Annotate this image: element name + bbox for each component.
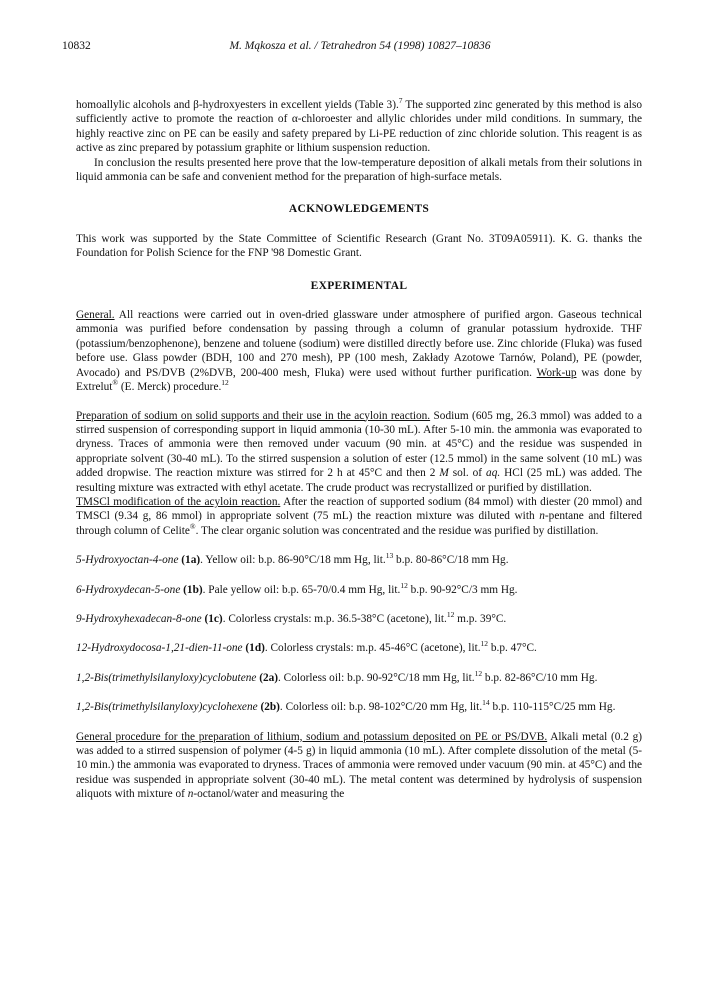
molar-unit: M: [439, 467, 449, 480]
procedure-text: After the reaction of supported sodium (84 mmol) with diester (20 mmol) and TMSCl (9.34 g, 86 mmol) in appropriate solvent (75 mL) the reaction mixture was diluted with: [76, 495, 642, 523]
article-body: [76, 98, 642, 802]
compound-code: (2b): [260, 701, 280, 714]
intro-paragraph-1: [76, 98, 642, 156]
compound-entry: [76, 612, 642, 626]
intro-paragraph-2: In conclusion the results presented here prove that the low-temperature deposition of alkali metals from their solutions in liquid ammonia can be safe and convenient method for the preparation of high-surface metals.: [76, 156, 642, 184]
reference-mark: 14: [482, 698, 490, 708]
running-title: M. Mąkosza et al. / Tetrahedron 54 (1998) 10827–10836: [229, 40, 491, 52]
compound-entry: [76, 580, 642, 597]
acknowledgements-text: This work was supported by the State Committee of Scientific Research (Grant No. 3T09A05911). K. G. thanks the Foundation for Polish Science for the FNP '98 Domestic Grant.: [76, 232, 642, 260]
general-paragraph: [76, 308, 642, 394]
compound-name: 9-Hydroxyhexadecan-8-one: [76, 612, 202, 625]
general-procedure-paragraph: [76, 730, 642, 802]
compound-entry: [76, 700, 642, 714]
compound-data: b.p. 90-92°C/3 mm Hg.: [407, 583, 518, 596]
general-text: All reactions were carried out in oven-dried glassware under atmosphere of purified argon. Gaseous technical ammonia was purified before condensation by passing through a column of granular potassium hydroxide. THF (potassium/benzophenone), benzene and toluene (sodium) were distilled directly before use. Zinc chloride (Fluka) was fused before use. Glass powder (BDH, 100 and 270 mesh), PP (100 mesh, Zakłady Azotowe Tarnów, Poland), PE (powder, Avocado) and PS/DVB (2%DVB, 200-400 mesh, Fluka) were used without further purification.: [76, 309, 642, 379]
reference-mark: 12: [480, 639, 489, 649]
compound-entry: [76, 641, 642, 655]
compound-data: . Colorless crystals: m.p. 36.5-38°C (acetone), lit.: [222, 612, 447, 625]
sodium-preparation-label: Preparation of sodium on solid supports and their use in the acyloin reaction.: [76, 409, 431, 422]
reference-mark: 12: [474, 669, 483, 679]
reference-mark: 12: [400, 580, 408, 590]
procedure-text: sol. of: [448, 467, 487, 480]
general-procedure-label: General procedure for the preparation of lithium, sodium and potassium deposited on PE or PS/DVB.: [76, 730, 548, 743]
compound-data: . Colorless crystals: m.p. 45-46°C (acetone), lit.: [264, 642, 481, 655]
compound-data: b.p. 47°C.: [488, 642, 537, 655]
reference-mark: 12: [221, 378, 229, 388]
compound-data: . Yellow oil: b.p. 86-90°C/18 mm Hg, lit.: [200, 554, 386, 567]
general-label: General.: [76, 309, 115, 322]
normal-prefix: n: [539, 510, 545, 523]
workup-label: Work-up: [536, 366, 577, 379]
compound-name: 6-Hydroxydecan-5-one: [76, 583, 181, 596]
sodium-preparation-paragraph: [76, 409, 642, 495]
procedure-text: HCl (25 mL) was added. The resulting mixture was extracted with ethyl acetate. The crude product was recrystallized or purified by distillation.: [76, 467, 642, 494]
compound-data: b.p. 80-86°C/18 mm Hg.: [393, 554, 509, 567]
intro-text: homoallylic alcohols and β-hydroxyesters in excellent yields (Table 3).: [76, 99, 399, 111]
compound-code: (1c): [204, 612, 223, 625]
experimental-heading: EXPERIMENTAL: [310, 279, 408, 292]
registered-mark: ®: [112, 378, 119, 388]
compound-name: 5-Hydroxyoctan-4-one: [76, 554, 179, 567]
compound-list: [76, 553, 642, 714]
procedure-text: -pentane and filtered through column of Celite: [76, 510, 642, 537]
reference-mark: 13: [385, 551, 394, 561]
intro-text: The supported zinc generated by this method is also sufficiently active to promote the reaction of α-chloroester and allylic chlorides under mild conditions. In summary, the highly reactive zinc on PE can be easily and safety prepared by Li-PE reduction of zinc chloride solution. This reagent is as active as zinc prepared by potassium graphite or lithium suspension reduction.: [76, 99, 642, 155]
compound-name: 1,2-Bis(trimethylsilanyloxy)cyclohexene: [76, 701, 258, 714]
reference-mark: 12: [446, 610, 455, 620]
registered-mark: ®: [189, 521, 196, 531]
page-header: [62, 40, 658, 56]
normal-prefix: n: [187, 788, 194, 801]
compound-entry: [76, 553, 642, 567]
general-text: was done by Extrelut: [76, 366, 642, 394]
compound-data: . Colorless oil: b.p. 98-102°C/20 mm Hg, lit.: [279, 701, 483, 714]
tmscl-paragraph: [76, 495, 642, 538]
compound-code: (2a): [259, 671, 279, 684]
procedure-text: -octanol/water and measuring the: [193, 788, 345, 801]
general-text: (E. Merck) procedure.: [118, 381, 222, 394]
compound-data: m.p. 39°C.: [454, 612, 507, 625]
compound-data: b.p. 82-86°C/10 mm Hg.: [482, 671, 598, 684]
compound-entry: [76, 671, 642, 685]
procedure-text: . The clear organic solution was concentrated and the residue was purified by distillation.: [195, 524, 599, 537]
compound-code: (1d): [245, 642, 265, 655]
reference-mark: 7: [398, 96, 403, 106]
compound-data: b.p. 110-115°C/25 mm Hg.: [489, 701, 616, 714]
compound-code: (1a): [181, 554, 201, 567]
acknowledgements-heading: ACKNOWLEDGEMENTS: [288, 203, 430, 216]
compound-code: (1b): [183, 583, 203, 596]
compound-data: . Pale yellow oil: b.p. 65-70/0.4 mm Hg, lit.: [202, 583, 401, 596]
procedure-text: Alkali metal (0.2 g) was added to a stirred suspension of polymer (4-5 g) in liquid ammonia (10 mL). After complete dissolution of the metal (5-10 min.) the ammonia was evaporated to dryness. Traces of ammonia were removed under vacuum (90 min. at 45°C) and the residue was suspended in appropriate solvent (30-40 mL). The metal content was determined by hydrolysis of suspension aliquots with mixture of: [76, 730, 642, 801]
compound-name: 1,2-Bis(trimethylsilanyloxy)cyclobutene: [76, 671, 257, 684]
compound-name: 12-Hydroxydocosa-1,21-dien-11-one: [76, 642, 243, 655]
tmscl-label: TMSCl modification of the acyloin reaction.: [76, 495, 281, 508]
page-number: 10832: [62, 40, 91, 52]
compound-data: . Colorless oil: b.p. 90-92°C/18 mm Hg, lit.: [278, 671, 475, 684]
aqueous-abbrev: aq.: [486, 467, 501, 480]
procedure-text: Sodium (605 mg, 26.3 mmol) was added to a stirred suspension of corresponding support in liquid ammonia (10-30 mL). After 5-10 min. the ammonia was evaporated to dryness. Traces of ammonia were then removed under vacuum (90 min. at 45°C) and the residue was suspended in appropriate solvent (30-40 mL). To the stirred suspension a solution of ester (12.5 mmol) in the same solvent (10 mL) was added dropwise. The reaction mixture was stirred for 2 h at 45°C and then 2: [76, 409, 643, 480]
